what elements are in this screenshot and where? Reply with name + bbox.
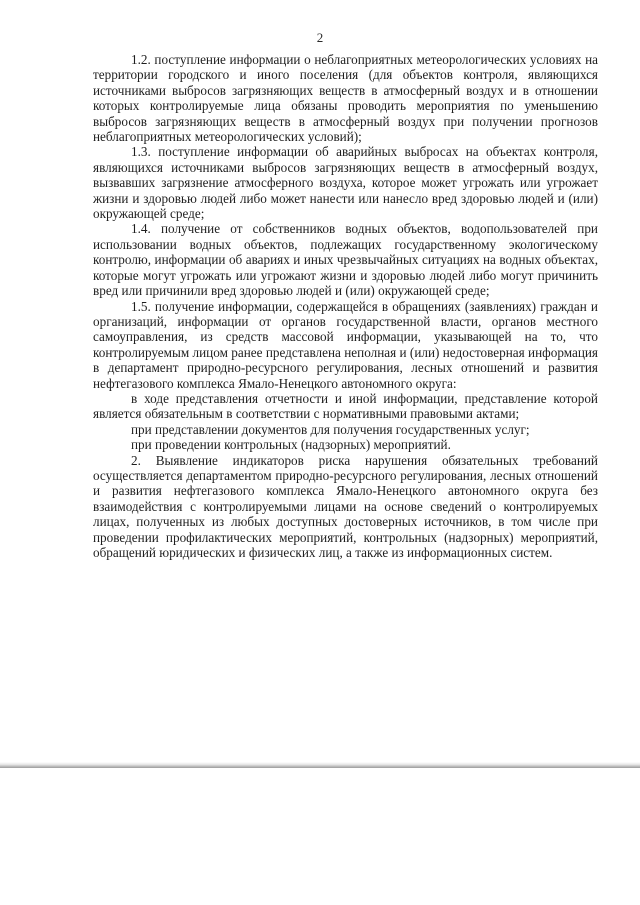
paragraph-reporting-case: в ходе представления отчетности и иной информации, представление которой является обязательным в соответствии с нормативными правовыми актами; [93,390,598,422]
paragraph-state-services-case: при представлении документов для получения государственных услуг; [131,421,530,437]
blank-margin [0,768,640,905]
document-body [93,52,598,560]
paragraph-1-4: 1.4. получение от собственников водных объектов, водопользователей при использовании водных объектов, подлежащих государственному экологическому контролю, информации об авариях и иных чрезвычайных ситуациях на водных объектах, которые могут угрожать или угрожают жизни и здоровью людей либо могут причинить вред или причинили вред здоровью людей и (или) окружающей среде; [93,221,598,299]
paragraph-2: 2. Выявление индикаторов риска нарушения обязательных требований осуществляется департаментом природно-ресурсного регулирования, лесных отношений и развития нефтегазового комплекса Ямало-Ненецкого автономного округа без взаимодействия с контролируемыми лицами на основе сведений о контролируемых лицах, полученных из любых доступных достоверных источников, в том числе при проведении профилактических мероприятий, контрольных (надзорных) мероприятий, обращений юридических и физических лиц, а также из информационных систем. [93,452,598,560]
paragraph-1-3: 1.3. поступление информации об аварийных выбросах на объектах контроля, являющихся источниками выбросов загрязняющих веществ в атмосферный воздух, вызвавших загрязнение атмосферного воздуха, которое может угрожать или угрожает жизни и здоровью людей либо может нанести или нанесло вред здоровью людей и (или) окружающей среде; [93,144,598,222]
page-number: 2 [316,30,324,45]
paragraph-control-measures-case: при проведении контрольных (надзорных) мероприятий. [131,437,451,453]
paragraph-1-2: 1.2. поступление информации о неблагоприятных метеорологических условиях на территории городского и иного поселения (для объектов контроля, являющихся источниками выбросов загрязняющих веществ в атмосферный воздух и в отношении которых контролируемые лица обязаны проводить мероприятия по уменьшению выбросов загрязняющих веществ в атмосферный воздух при получении прогнозов неблагоприятных метеорологических условий); [93,52,598,145]
paragraph-1-5: 1.5. получение информации, содержащейся в обращениях (заявлениях) граждан и организаций, информации от органов государственной власти, органов местного самоуправления, из средств массовой информации, указывающей на то, что контролируемым лицом ранее представлена неполная и (или) недостоверная информация в департамент природно-ресурсного регулирования, лесных отношений и развития нефтегазового комплекса Ямало-Ненецкого автономного округа: [93,298,598,391]
